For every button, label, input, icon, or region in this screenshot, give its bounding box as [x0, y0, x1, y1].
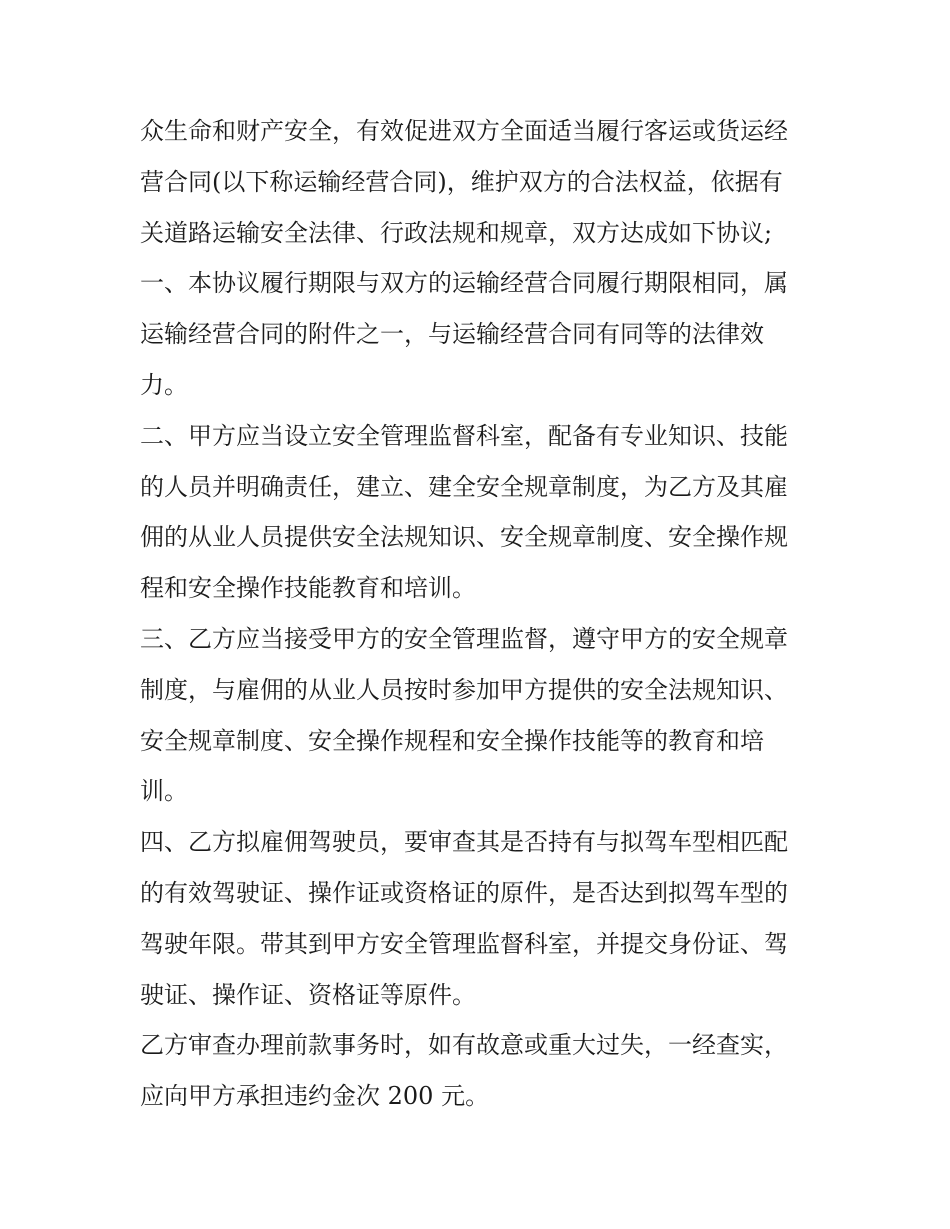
text-line: 营合同(以下称运输经营合同)，维护双方的合法权益，依据有 [140, 167, 783, 196]
text-line: 四、乙方拟雇佣驾驶员，要审查其是否持有与拟驾车型相匹配 [140, 828, 788, 857]
text-line: 佣的从业人员提供安全法规知识、安全规章制度、安全操作规 [140, 523, 788, 552]
text-line: 的有效驾驶证、操作证或资格证的原件，是否达到拟驾车型的 [140, 878, 788, 907]
text-line: 应向甲方承担违约金次 200 元。 [140, 1082, 490, 1111]
text-line: 驶证、操作证、资格证等原件。 [140, 980, 476, 1009]
text-line: 训。 [140, 777, 188, 806]
text-line: 二、甲方应当设立安全管理监督科室，配备有专业知识、技能 [140, 421, 788, 450]
text-line: 程和安全操作技能教育和培训。 [140, 574, 476, 603]
text-line: 的人员并明确责任，建立、建全安全规章制度，为乙方及其雇 [140, 472, 788, 501]
text-line: 安全规章制度、安全操作规程和安全操作技能等的教育和培 [140, 726, 764, 755]
text-line: 乙方审查办理前款事务时，如有故意或重大过失，一经查实， [140, 1031, 788, 1060]
text-line: 运输经营合同的附件之一，与运输经营合同有同等的法律效 [140, 320, 764, 349]
text-line: 一、本协议履行期限与双方的运输经营合同履行期限相同，属 [140, 269, 788, 298]
text-line: 三、乙方应当接受甲方的安全管理监督，遵守甲方的安全规章 [140, 624, 788, 653]
text-line: 众生命和财产安全，有效促进双方全面适当履行客运或货运经 [140, 117, 788, 145]
text-line: 力。 [140, 370, 188, 399]
text-line: 驾驶年限。带其到甲方安全管理监督科室，并提交身份证、驾 [140, 929, 788, 958]
text-line: 制度，与雇佣的从业人员按时参加甲方提供的安全法规知识、 [140, 675, 788, 704]
document-body [140, 106, 820, 1122]
text-line: 关道路运输安全法律、行政法规和规章，双方达成如下协议; [140, 218, 773, 247]
